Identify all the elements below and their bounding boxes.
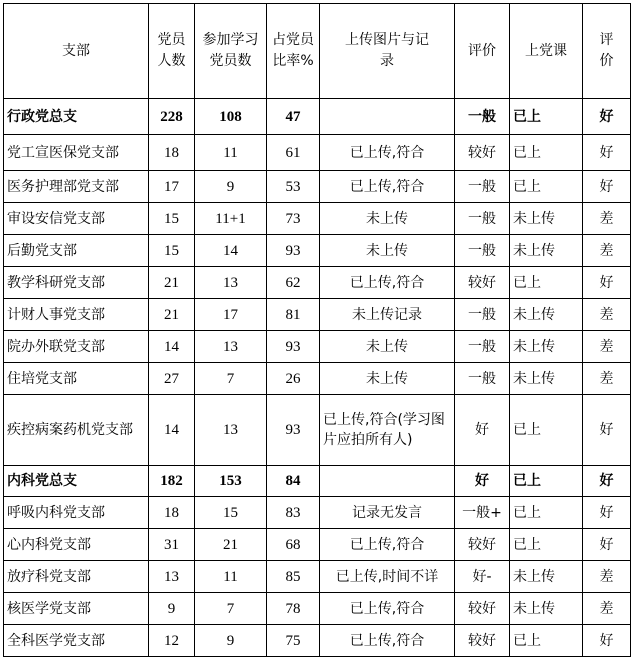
cell-study: 11 bbox=[195, 135, 267, 171]
cell-rating2: 好 bbox=[583, 99, 631, 135]
cell-members: 18 bbox=[149, 135, 195, 171]
header-lesson: 上党课 bbox=[510, 4, 583, 99]
cell-study: 153 bbox=[195, 466, 267, 497]
cell-branch: 计财人事党支部 bbox=[4, 299, 149, 331]
cell-rating2: 好 bbox=[583, 625, 631, 657]
cell-ratio: 62 bbox=[267, 267, 320, 299]
party-branch-table bbox=[3, 3, 631, 657]
cell-study: 7 bbox=[195, 593, 267, 625]
cell-lesson: 未上传 bbox=[510, 203, 583, 235]
cell-branch: 行政党总支 bbox=[4, 99, 149, 135]
cell-branch: 全科医学党支部 bbox=[4, 625, 149, 657]
cell-rating2: 好 bbox=[583, 135, 631, 171]
cell-study: 9 bbox=[195, 171, 267, 203]
cell-upload: 未上传 bbox=[320, 203, 455, 235]
cell-members: 228 bbox=[149, 99, 195, 135]
cell-ratio: 61 bbox=[267, 135, 320, 171]
cell-upload: 未上传 bbox=[320, 363, 455, 395]
table-row bbox=[4, 135, 631, 171]
cell-ratio: 85 bbox=[267, 561, 320, 593]
cell-upload: 记录无发言 bbox=[320, 497, 455, 529]
cell-ratio: 53 bbox=[267, 171, 320, 203]
cell-branch: 院办外联党支部 bbox=[4, 331, 149, 363]
table-row bbox=[4, 529, 631, 561]
table-row bbox=[4, 363, 631, 395]
cell-branch: 呼吸内科党支部 bbox=[4, 497, 149, 529]
cell-branch: 心内科党支部 bbox=[4, 529, 149, 561]
cell-rating: 较好 bbox=[455, 529, 510, 561]
cell-rating2: 差 bbox=[583, 363, 631, 395]
cell-lesson: 已上 bbox=[510, 135, 583, 171]
cell-ratio: 93 bbox=[267, 235, 320, 267]
cell-rating: 一般 bbox=[455, 299, 510, 331]
cell-branch: 审设安信党支部 bbox=[4, 203, 149, 235]
table-row bbox=[4, 331, 631, 363]
cell-rating2: 差 bbox=[583, 299, 631, 331]
cell-members: 21 bbox=[149, 299, 195, 331]
header-rating2: 评价 bbox=[583, 4, 631, 99]
cell-rating2: 差 bbox=[583, 593, 631, 625]
cell-rating: 较好 bbox=[455, 625, 510, 657]
cell-lesson: 未上传 bbox=[510, 235, 583, 267]
cell-study: 13 bbox=[195, 331, 267, 363]
cell-members: 182 bbox=[149, 466, 195, 497]
cell-ratio: 81 bbox=[267, 299, 320, 331]
cell-ratio: 93 bbox=[267, 395, 320, 466]
cell-lesson: 已上 bbox=[510, 395, 583, 466]
cell-study: 11 bbox=[195, 561, 267, 593]
cell-rating2: 好 bbox=[583, 171, 631, 203]
cell-ratio: 47 bbox=[267, 99, 320, 135]
cell-study: 14 bbox=[195, 235, 267, 267]
table-row bbox=[4, 466, 631, 497]
cell-members: 17 bbox=[149, 171, 195, 203]
cell-lesson: 已上 bbox=[510, 171, 583, 203]
cell-branch: 疾控病案药机党支部 bbox=[4, 395, 149, 466]
cell-branch: 教学科研党支部 bbox=[4, 267, 149, 299]
cell-upload: 已上传,符合 bbox=[320, 625, 455, 657]
cell-lesson: 未上传 bbox=[510, 561, 583, 593]
table-row bbox=[4, 203, 631, 235]
table-row bbox=[4, 267, 631, 299]
table-row bbox=[4, 561, 631, 593]
header-rating: 评价 bbox=[455, 4, 510, 99]
cell-branch: 放疗科党支部 bbox=[4, 561, 149, 593]
cell-members: 15 bbox=[149, 203, 195, 235]
cell-lesson: 已上 bbox=[510, 466, 583, 497]
cell-members: 14 bbox=[149, 331, 195, 363]
cell-rating2: 差 bbox=[583, 331, 631, 363]
cell-members: 21 bbox=[149, 267, 195, 299]
cell-branch: 后勤党支部 bbox=[4, 235, 149, 267]
cell-ratio: 84 bbox=[267, 466, 320, 497]
cell-branch: 内科党总支 bbox=[4, 466, 149, 497]
cell-study: 21 bbox=[195, 529, 267, 561]
cell-members: 15 bbox=[149, 235, 195, 267]
table-row bbox=[4, 395, 631, 466]
cell-upload: 已上传,符合(学习图片应拍所有人) bbox=[320, 395, 455, 466]
cell-upload bbox=[320, 99, 455, 135]
header-members: 党员人数 bbox=[149, 4, 195, 99]
cell-study: 7 bbox=[195, 363, 267, 395]
table-row bbox=[4, 625, 631, 657]
cell-study: 108 bbox=[195, 99, 267, 135]
cell-members: 12 bbox=[149, 625, 195, 657]
cell-members: 31 bbox=[149, 529, 195, 561]
cell-lesson: 已上 bbox=[510, 529, 583, 561]
cell-upload bbox=[320, 466, 455, 497]
cell-members: 13 bbox=[149, 561, 195, 593]
cell-study: 15 bbox=[195, 497, 267, 529]
cell-upload: 已上传,符合 bbox=[320, 267, 455, 299]
cell-upload: 已上传,符合 bbox=[320, 529, 455, 561]
cell-rating2: 差 bbox=[583, 203, 631, 235]
cell-ratio: 73 bbox=[267, 203, 320, 235]
cell-ratio: 78 bbox=[267, 593, 320, 625]
table-row bbox=[4, 497, 631, 529]
cell-upload: 已上传,符合 bbox=[320, 593, 455, 625]
cell-rating2: 好 bbox=[583, 466, 631, 497]
header-row bbox=[4, 4, 631, 99]
cell-branch: 党工宣医保党支部 bbox=[4, 135, 149, 171]
cell-lesson: 已上 bbox=[510, 99, 583, 135]
cell-study: 11+1 bbox=[195, 203, 267, 235]
cell-rating2: 好 bbox=[583, 395, 631, 466]
cell-lesson: 已上 bbox=[510, 267, 583, 299]
cell-rating: 较好 bbox=[455, 267, 510, 299]
cell-upload: 未上传记录 bbox=[320, 299, 455, 331]
cell-lesson: 未上传 bbox=[510, 363, 583, 395]
cell-rating: 好 bbox=[455, 395, 510, 466]
cell-upload: 已上传,符合 bbox=[320, 135, 455, 171]
cell-rating: 一般+ bbox=[455, 497, 510, 529]
cell-members: 9 bbox=[149, 593, 195, 625]
header-upload: 上传图片与记录 bbox=[320, 4, 455, 99]
cell-rating: 一般 bbox=[455, 331, 510, 363]
cell-ratio: 68 bbox=[267, 529, 320, 561]
header-branch: 支部 bbox=[4, 4, 149, 99]
cell-study: 13 bbox=[195, 395, 267, 466]
cell-ratio: 26 bbox=[267, 363, 320, 395]
table-row bbox=[4, 593, 631, 625]
cell-study: 17 bbox=[195, 299, 267, 331]
cell-rating: 好 bbox=[455, 466, 510, 497]
cell-lesson: 未上传 bbox=[510, 593, 583, 625]
cell-upload: 未上传 bbox=[320, 331, 455, 363]
cell-branch: 医务护理部党支部 bbox=[4, 171, 149, 203]
table-row bbox=[4, 299, 631, 331]
cell-rating2: 差 bbox=[583, 235, 631, 267]
cell-upload: 已上传,时间不详 bbox=[320, 561, 455, 593]
cell-lesson: 已上 bbox=[510, 497, 583, 529]
cell-ratio: 93 bbox=[267, 331, 320, 363]
table-row bbox=[4, 235, 631, 267]
cell-rating2: 好 bbox=[583, 529, 631, 561]
cell-lesson: 未上传 bbox=[510, 299, 583, 331]
table-row bbox=[4, 99, 631, 135]
cell-rating: 一般 bbox=[455, 99, 510, 135]
cell-rating: 较好 bbox=[455, 593, 510, 625]
cell-study: 13 bbox=[195, 267, 267, 299]
cell-branch: 住培党支部 bbox=[4, 363, 149, 395]
cell-members: 18 bbox=[149, 497, 195, 529]
cell-rating: 较好 bbox=[455, 135, 510, 171]
cell-rating2: 差 bbox=[583, 561, 631, 593]
cell-branch: 核医学党支部 bbox=[4, 593, 149, 625]
cell-ratio: 75 bbox=[267, 625, 320, 657]
cell-rating: 一般 bbox=[455, 171, 510, 203]
cell-study: 9 bbox=[195, 625, 267, 657]
header-ratio: 占党员比率% bbox=[267, 4, 320, 99]
cell-ratio: 83 bbox=[267, 497, 320, 529]
cell-rating: 一般 bbox=[455, 235, 510, 267]
cell-lesson: 未上传 bbox=[510, 331, 583, 363]
cell-upload: 已上传,符合 bbox=[320, 171, 455, 203]
cell-rating: 一般 bbox=[455, 363, 510, 395]
cell-upload: 未上传 bbox=[320, 235, 455, 267]
table-row bbox=[4, 171, 631, 203]
header-study: 参加学习党员数 bbox=[195, 4, 267, 99]
cell-lesson: 已上 bbox=[510, 625, 583, 657]
cell-rating2: 好 bbox=[583, 497, 631, 529]
cell-rating: 一般 bbox=[455, 203, 510, 235]
cell-rating2: 好 bbox=[583, 267, 631, 299]
cell-members: 14 bbox=[149, 395, 195, 466]
cell-rating: 好- bbox=[455, 561, 510, 593]
cell-members: 27 bbox=[149, 363, 195, 395]
